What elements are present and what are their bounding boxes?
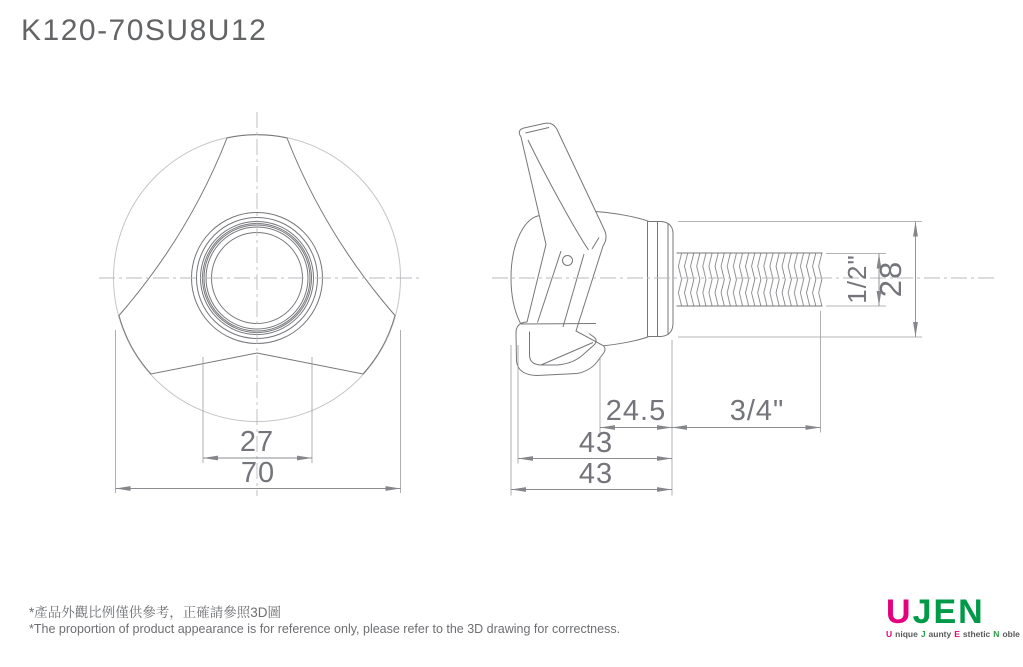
dim-24-5 bbox=[600, 395, 672, 428]
dim-43-lower bbox=[511, 458, 672, 490]
logo-tagline: U nique J aunty E sthetic N oble bbox=[886, 629, 1020, 639]
side-view-drawing bbox=[511, 123, 823, 375]
dim-27 bbox=[203, 426, 312, 458]
dim-43-upper bbox=[518, 427, 672, 459]
dim-70 bbox=[116, 457, 401, 489]
dim-label-28: 28 bbox=[873, 260, 908, 298]
dim-label-1-2-inch: 1/2" bbox=[842, 254, 872, 304]
dim-label-70: 70 bbox=[240, 457, 276, 489]
dim-label-43-lower: 43 bbox=[578, 458, 614, 490]
logo-jen: JEN bbox=[912, 593, 985, 631]
wing-nub bbox=[563, 256, 573, 266]
dim-28 bbox=[873, 222, 916, 338]
dim-3-4-inch bbox=[672, 395, 821, 428]
dim-label-24-5: 24.5 bbox=[605, 395, 667, 427]
ujen-logo bbox=[886, 593, 1020, 639]
logo-wordmark bbox=[886, 595, 986, 629]
logo-u: U bbox=[886, 593, 913, 631]
part-number-title: K120-70SU8U12 bbox=[21, 14, 268, 47]
dim-label-27: 27 bbox=[239, 426, 275, 458]
footnote-english: *The proportion of product appearance is for reference only, please refer to the 3D drawing for correctness. bbox=[29, 622, 621, 636]
threaded-stud bbox=[677, 253, 823, 306]
footnote bbox=[29, 604, 620, 638]
dim-label-3-4-inch: 3/4" bbox=[729, 395, 785, 427]
footnote-chinese: *產品外觀比例僅供參考，正確請參照3D圖 bbox=[29, 605, 282, 620]
dim-label-43-upper: 43 bbox=[578, 427, 614, 459]
